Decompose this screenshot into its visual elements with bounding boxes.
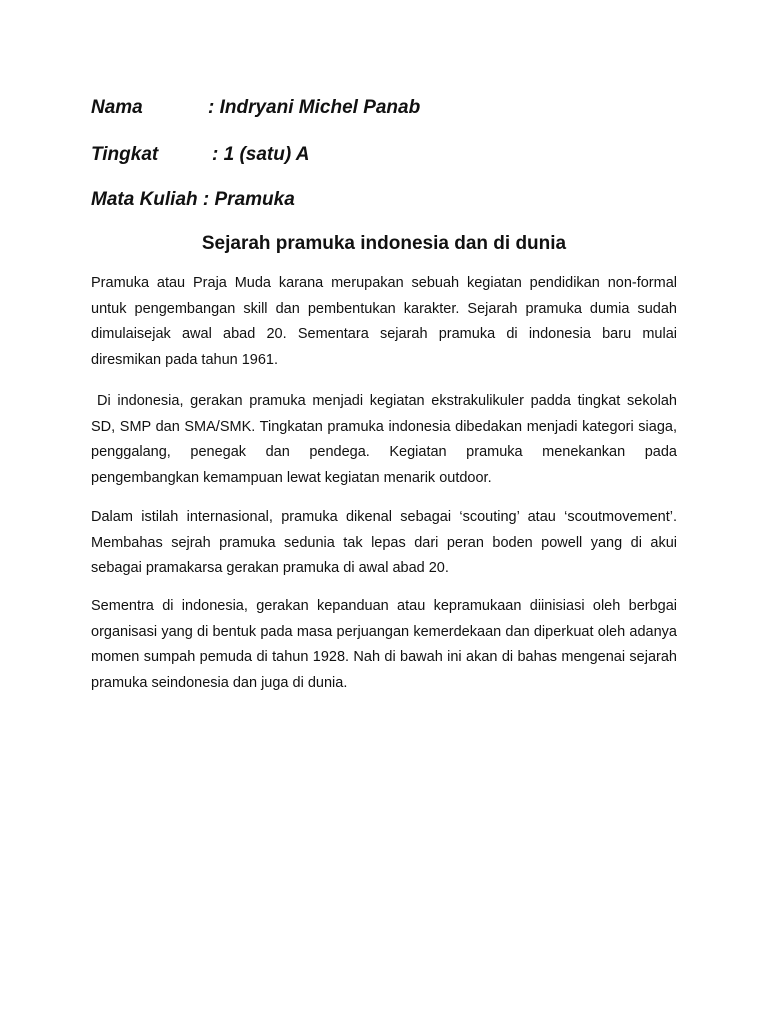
info-nama — [91, 96, 421, 120]
paragraph-2: Di indonesia, gerakan pramuka menjadi kegiatan ekstrakulikuler padda tingkat sekolah SD, SMP dan SMA/SMK. Tingkatan pramuka indonesia dibedakan menjadi kategori siaga, penggalang, penegak dan pendega. Kegiatan pramuka menekankan pada pengembangkan kemampuan lewat kegiatan menarik outdoor. — [91, 393, 677, 486]
mata-kuliah-label: Mata Kuliah — [91, 189, 198, 210]
paragraph-1: Pramuka atau Praja Muda karana merupakan sebuah kegiatan pendidikan non-formal untuk pengembangan skill dan pembentukan karakter. Sejarah pramuka dumia sudah dimulaisejak awal abad 20. Sementara sejarah pramuka di indonesia baru mulai diresmikan pada tahun 1961. — [91, 275, 677, 368]
paragraph-3: Dalam istilah internasional, pramuka dikenal sebagai ‘scouting’ atau ‘scoutmovement’. Membahas sejrah pramuka sedunia tak lepas dari peran boden powell yang di akui sebagai pramakarsa gerakan pramuka di awal abad 20. — [91, 509, 677, 577]
paragraph-4: Sementra di indonesia, gerakan kepanduan atau kepramukaan diinisiasi oleh berbgai organisasi yang di bentuk pada masa perjuangan kemerdekaan dan diperkuat oleh adanya momen sumpah pemuda di tahun 1928. Nah di bawah ini akan di bahas mengenai sejarah pramuka seindonesia dan juga di dunia. — [91, 598, 677, 691]
info-tingkat — [91, 143, 310, 167]
document-title: Sejarah pramuka indonesia dan di dunia — [201, 233, 567, 254]
tingkat-label: Tingkat — [91, 144, 159, 165]
nama-label: Nama — [91, 97, 143, 118]
nama-value: : Indryani Michel Panab — [208, 97, 421, 118]
info-mata-kuliah — [91, 188, 295, 212]
tingkat-value: : 1 (satu) A — [212, 144, 310, 165]
mata-kuliah-value: : Pramuka — [202, 189, 295, 210]
